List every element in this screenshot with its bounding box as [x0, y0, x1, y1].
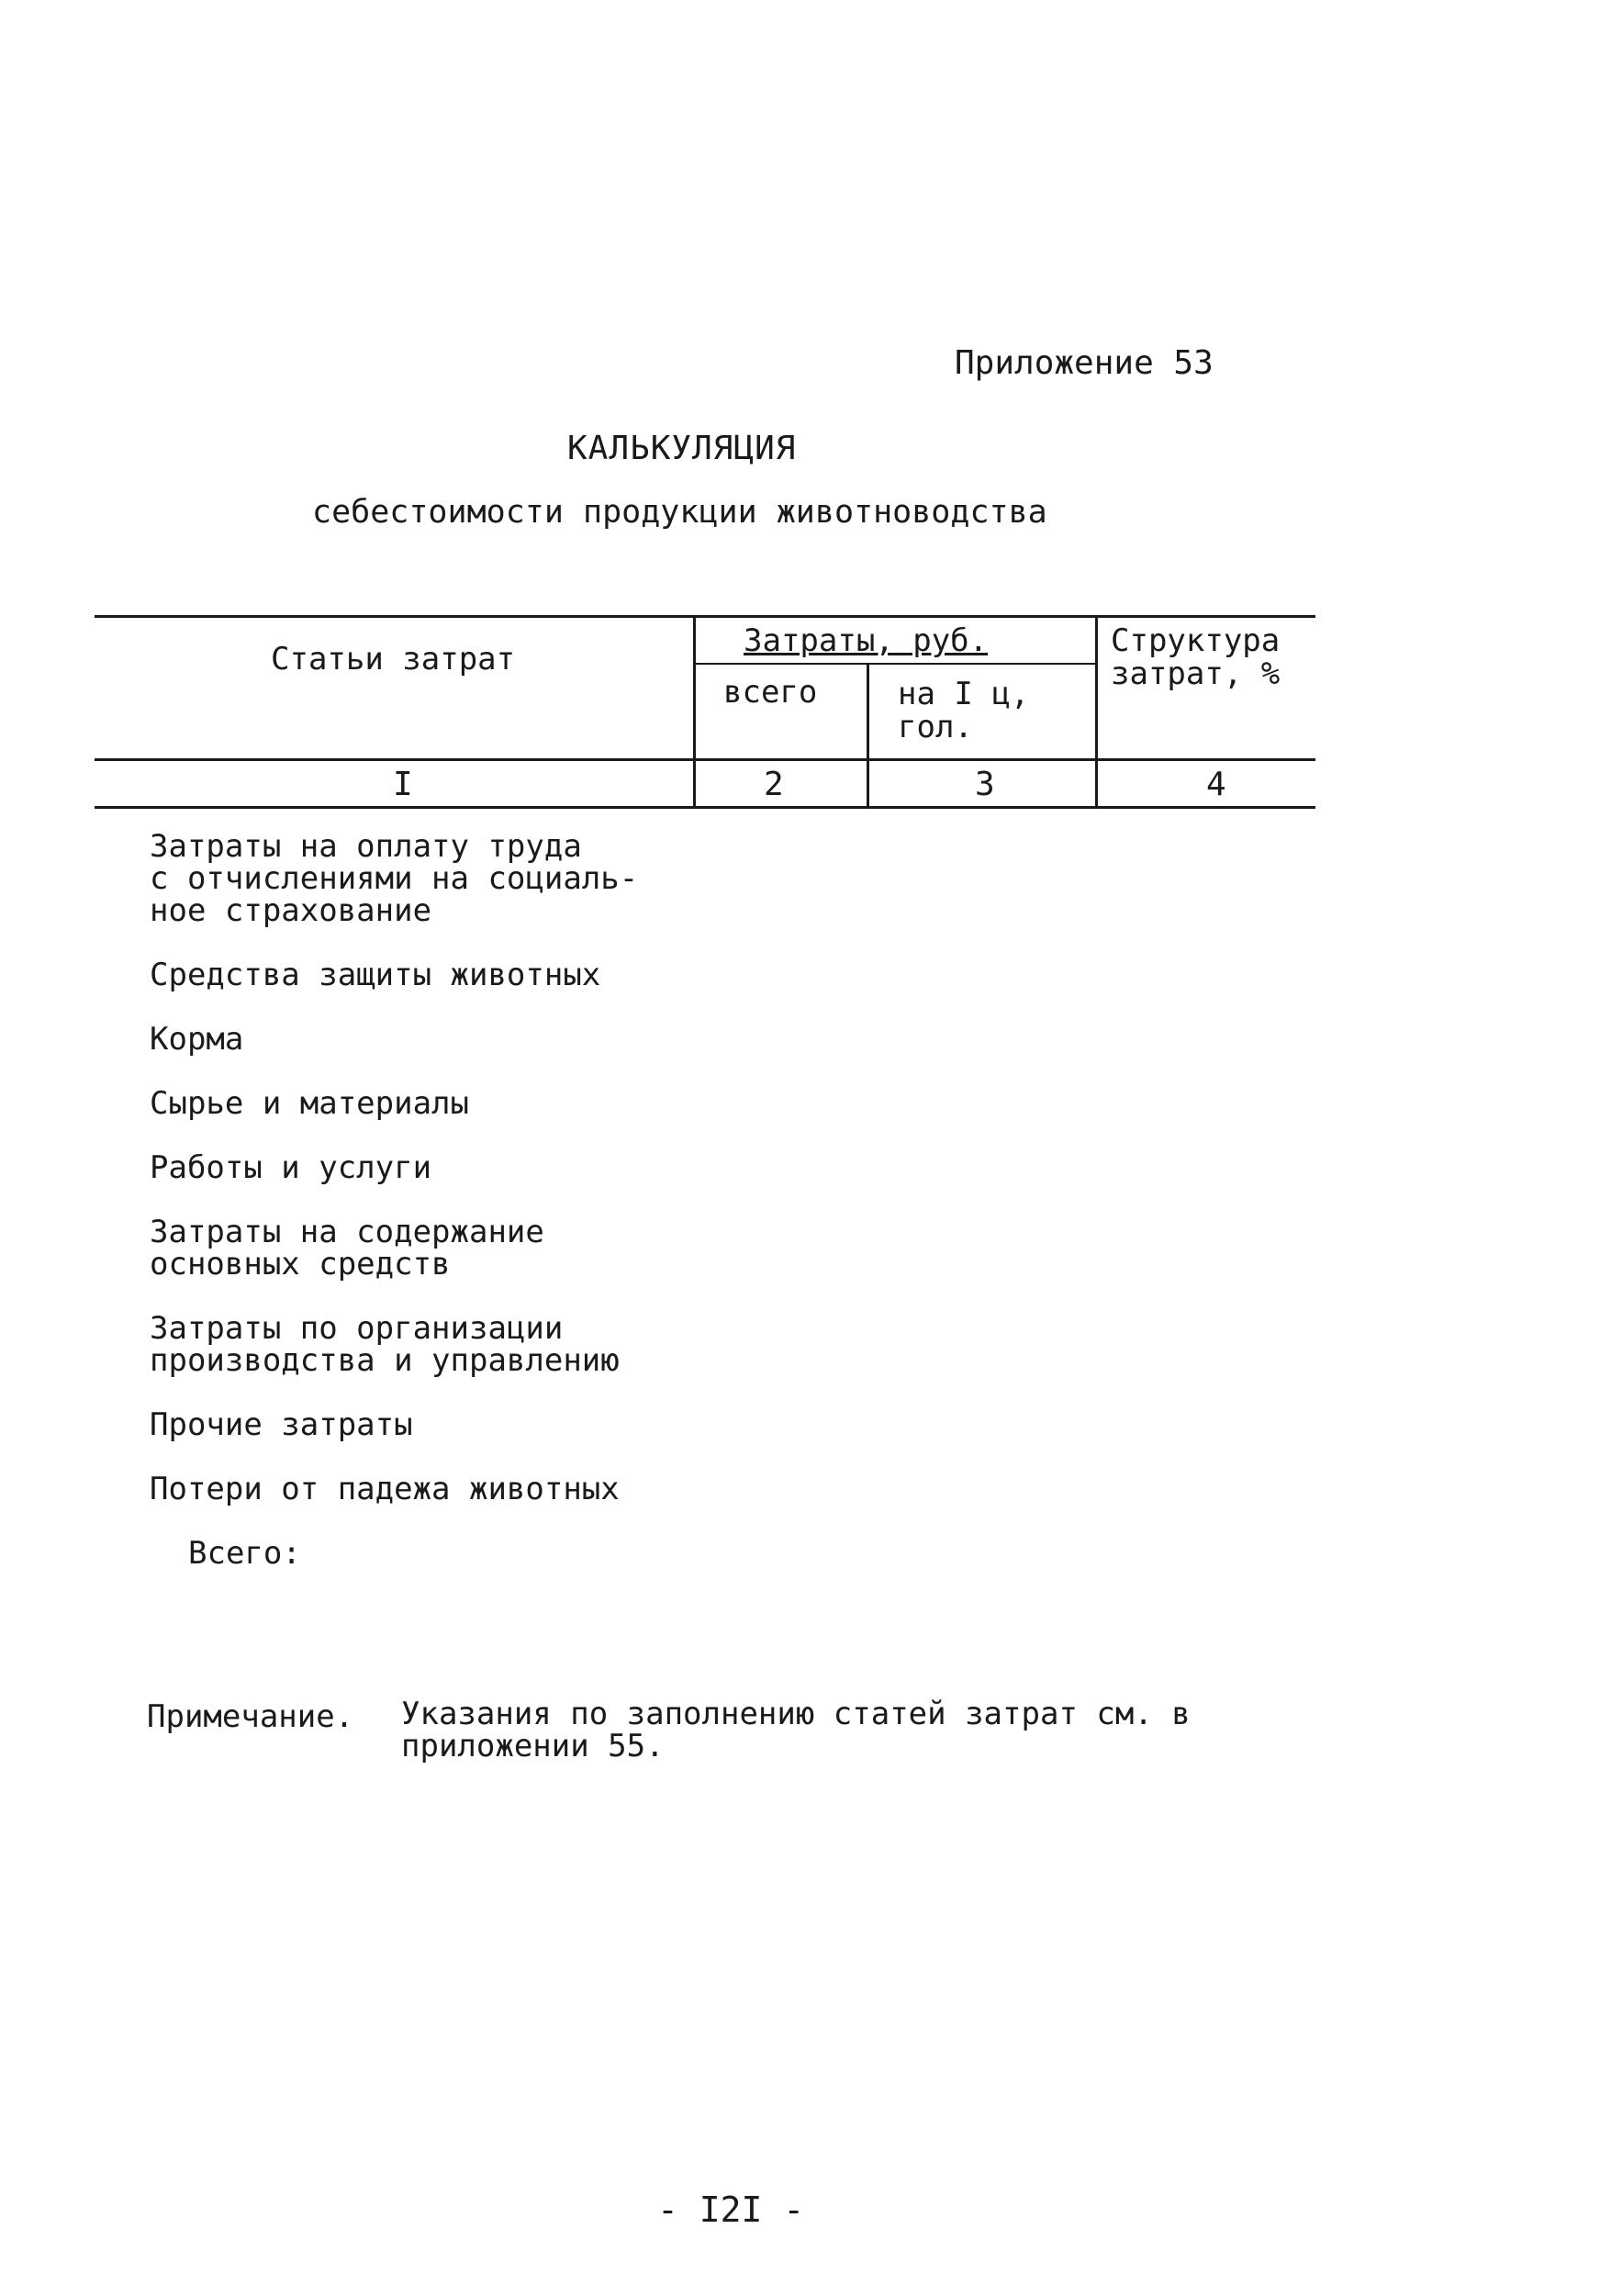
list-item: Работы и услуги	[150, 1149, 432, 1186]
note-label: Примечание.	[147, 1698, 354, 1735]
header-bottom-rule	[95, 758, 1315, 761]
list-item: Затраты по организации производства и управлению	[150, 1310, 620, 1379]
costs-subheader-rule	[696, 663, 1097, 665]
list-item: Затраты на содержание основных средств	[150, 1214, 544, 1282]
col-number-1: I	[393, 766, 413, 803]
col-header-structure: Структура затрат, %	[1111, 622, 1281, 692]
col-number-3: 3	[975, 766, 995, 803]
col-header-costs: Затраты, руб.	[744, 622, 989, 659]
col-header-article: Статьи затрат	[271, 641, 516, 678]
col-divider-2	[867, 663, 869, 806]
list-item: Корма	[150, 1021, 244, 1058]
list-item: Потери от падежа животных	[150, 1471, 620, 1507]
numbers-bottom-rule	[95, 806, 1315, 809]
col-number-4: 4	[1206, 766, 1226, 803]
list-item: Средства защиты животных	[150, 957, 601, 993]
total-label: Всего:	[188, 1535, 301, 1572]
col-header-total: всего	[723, 674, 818, 711]
col-divider-3	[1095, 615, 1098, 806]
col-header-per-unit: на I ц, гол.	[898, 676, 1030, 745]
list-item: Прочие затраты	[150, 1406, 413, 1443]
note-text: Указания по заполнению статей затрат см. в приложении 55.	[401, 1696, 1191, 1764]
appendix-label: Приложение 53	[955, 344, 1214, 382]
list-item: Затраты на оплату труда с отчислениями на социаль- ное страхование	[150, 828, 639, 929]
page-number: - I2I -	[657, 2190, 805, 2230]
cost-items-list	[150, 828, 847, 1602]
list-item: Сырье и материалы	[150, 1085, 469, 1122]
table-top-rule	[95, 615, 1315, 618]
col-number-2: 2	[764, 766, 784, 803]
document-title: КАЛЬКУЛЯЦИЯ	[567, 430, 797, 467]
col-divider-1	[693, 615, 696, 806]
document-subtitle: себестоимости продукции животноводства	[312, 494, 1047, 531]
